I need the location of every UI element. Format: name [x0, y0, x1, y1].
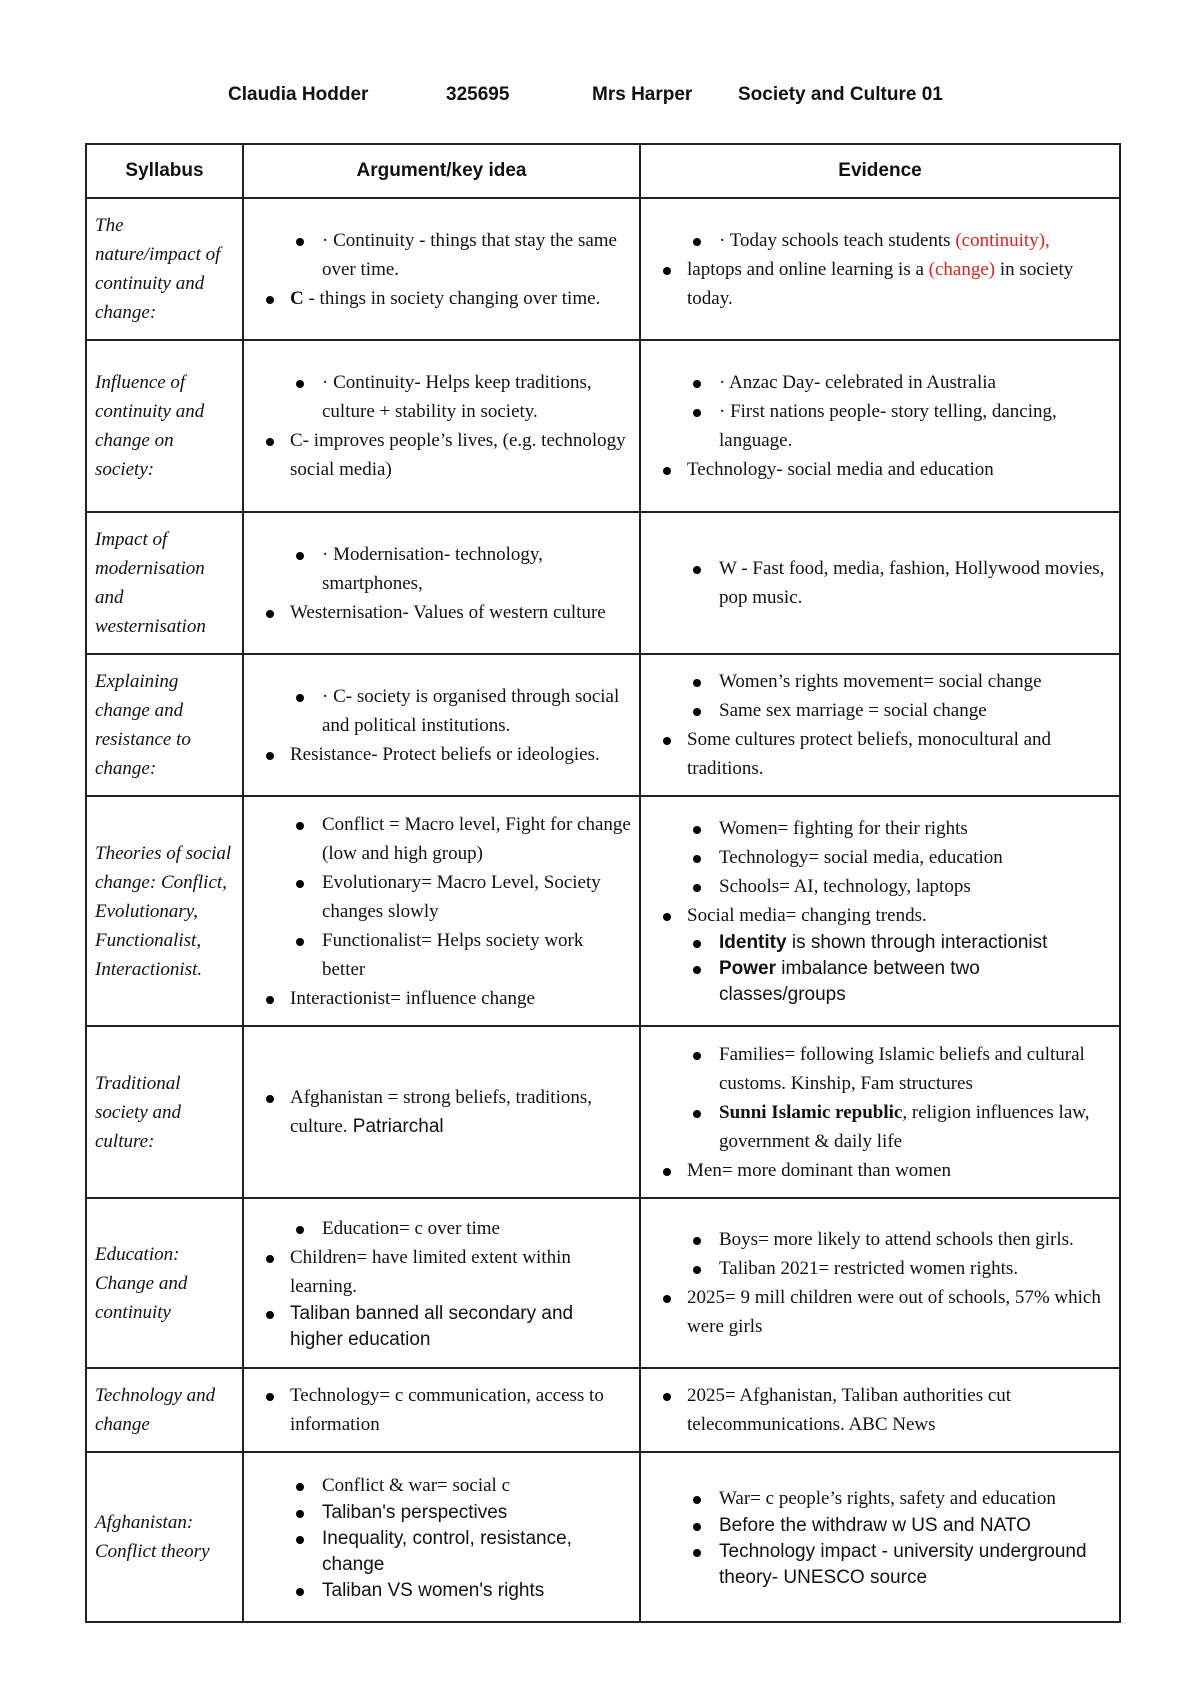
- list-item: Women= fighting for their rights: [649, 814, 1111, 843]
- list-item: Conflict = Macro level, Fight for change (low and high group): [252, 810, 631, 868]
- list-item: · First nations people- story telling, dancing, language.: [649, 397, 1111, 455]
- table-row: [86, 796, 1120, 1026]
- notes-table: [85, 143, 1121, 1623]
- column-header-argument: Argument/key idea: [243, 144, 640, 198]
- evidence-cell: [640, 198, 1120, 340]
- list-item: War= c people’s rights, safety and education: [649, 1484, 1111, 1513]
- syllabus-cell: Technology and change: [86, 1368, 243, 1452]
- list-item: Taliban 2021= restricted women rights.: [649, 1254, 1111, 1283]
- argument-cell: [243, 796, 640, 1026]
- list-item: Interactionist= influence change: [252, 984, 631, 1013]
- syllabus-cell: Education: Change and continuity: [86, 1198, 243, 1368]
- evidence-cell: [640, 1198, 1120, 1368]
- table-row: [86, 198, 1120, 340]
- list-item: Afghanistan = strong beliefs, traditions, culture. Patriarchal: [252, 1083, 631, 1141]
- evidence-cell: [640, 1026, 1120, 1198]
- argument-cell: [243, 1198, 640, 1368]
- evidence-cell: [640, 512, 1120, 654]
- syllabus-cell: Impact of modernisation and westernisation: [86, 512, 243, 654]
- list-item: W - Fast food, media, fashion, Hollywood movies, pop music.: [649, 554, 1111, 612]
- list-item: Taliban banned all secondary and higher education: [252, 1301, 631, 1353]
- list-item: Technology impact - university underground theory- UNESCO source: [649, 1539, 1111, 1591]
- list-item: Inequality, control, resistance, change: [252, 1526, 631, 1578]
- argument-cell: [243, 654, 640, 796]
- list-item: Resistance- Protect beliefs or ideologies.: [252, 740, 631, 769]
- list-item: Same sex marriage = social change: [649, 696, 1111, 725]
- list-item: · C- society is organised through social and political institutions.: [252, 682, 631, 740]
- table-row: [86, 1198, 1120, 1368]
- list-item: Identity is shown through interactionist: [649, 930, 1111, 956]
- student-id: 325695: [446, 84, 510, 105]
- list-item: 2025= 9 mill children were out of schools, 57% which were girls: [649, 1283, 1111, 1341]
- list-item: Women’s rights movement= social change: [649, 667, 1111, 696]
- list-item: Conflict & war= social c: [252, 1471, 631, 1500]
- list-item: Taliban's perspectives: [252, 1500, 631, 1526]
- syllabus-cell: Traditional society and culture:: [86, 1026, 243, 1198]
- student-name: Claudia Hodder: [228, 84, 369, 105]
- argument-cell: [243, 1026, 640, 1198]
- argument-cell: [243, 340, 640, 512]
- list-item: Boys= more likely to attend schools then girls.: [649, 1225, 1111, 1254]
- teacher-name: Mrs Harper: [592, 84, 693, 105]
- document-header: [0, 84, 1200, 114]
- list-item: laptops and online learning is a (change) in society today.: [649, 255, 1111, 313]
- table-row: [86, 1452, 1120, 1622]
- evidence-cell: [640, 654, 1120, 796]
- argument-cell: [243, 512, 640, 654]
- table-row: [86, 654, 1120, 796]
- list-item: Technology= c communication, access to information: [252, 1381, 631, 1439]
- table-row: [86, 512, 1120, 654]
- column-header-evidence: Evidence: [640, 144, 1120, 198]
- argument-cell: [243, 1452, 640, 1622]
- list-item: C - things in society changing over time.: [252, 284, 631, 313]
- list-item: Westernisation- Values of western culture: [252, 598, 631, 627]
- list-item: Functionalist= Helps society work better: [252, 926, 631, 984]
- list-item: Before the withdraw w US and NATO: [649, 1513, 1111, 1539]
- list-item: · Modernisation- technology, smartphones,: [252, 540, 631, 598]
- list-item: · Continuity - things that stay the same over time.: [252, 226, 631, 284]
- argument-cell: [243, 1368, 640, 1452]
- list-item: · Today schools teach students (continuity),: [649, 226, 1111, 255]
- evidence-cell: [640, 1368, 1120, 1452]
- table-header-row: [86, 144, 1120, 198]
- list-item: Technology- social media and education: [649, 455, 1111, 484]
- evidence-cell: [640, 340, 1120, 512]
- list-item: 2025= Afghanistan, Taliban authorities cut telecommunications. ABC News: [649, 1381, 1111, 1439]
- list-item: Families= following Islamic beliefs and cultural customs. Kinship, Fam structures: [649, 1040, 1111, 1098]
- table-row: [86, 340, 1120, 512]
- syllabus-cell: Afghanistan: Conflict theory: [86, 1452, 243, 1622]
- syllabus-cell: Theories of social change: Conflict, Evolutionary, Functionalist, Interactionist.: [86, 796, 243, 1026]
- evidence-cell: [640, 1452, 1120, 1622]
- list-item: Schools= AI, technology, laptops: [649, 872, 1111, 901]
- syllabus-cell: The nature/impact of continuity and change:: [86, 198, 243, 340]
- list-item: Technology= social media, education: [649, 843, 1111, 872]
- list-item: · Anzac Day- celebrated in Australia: [649, 368, 1111, 397]
- list-item: · Continuity- Helps keep traditions, culture + stability in society.: [252, 368, 631, 426]
- table-row: [86, 1026, 1120, 1198]
- course-name: Society and Culture 01: [738, 84, 943, 105]
- evidence-cell: [640, 796, 1120, 1026]
- list-item: Taliban VS women's rights: [252, 1578, 631, 1604]
- argument-cell: [243, 198, 640, 340]
- list-item: Power imbalance between two classes/groups: [649, 956, 1111, 1008]
- list-item: C- improves people’s lives, (e.g. technology social media): [252, 426, 631, 484]
- list-item: Some cultures protect beliefs, monocultural and traditions.: [649, 725, 1111, 783]
- list-item: Social media= changing trends.: [649, 901, 1111, 930]
- syllabus-cell: Influence of continuity and change on society:: [86, 340, 243, 512]
- table-row: [86, 1368, 1120, 1452]
- list-item: Men= more dominant than women: [649, 1156, 1111, 1185]
- column-header-syllabus: Syllabus: [86, 144, 243, 198]
- list-item: Sunni Islamic republic, religion influences law, government & daily life: [649, 1098, 1111, 1156]
- list-item: Education= c over time: [252, 1214, 631, 1243]
- syllabus-cell: Explaining change and resistance to change:: [86, 654, 243, 796]
- list-item: Children= have limited extent within learning.: [252, 1243, 631, 1301]
- list-item: Evolutionary= Macro Level, Society changes slowly: [252, 868, 631, 926]
